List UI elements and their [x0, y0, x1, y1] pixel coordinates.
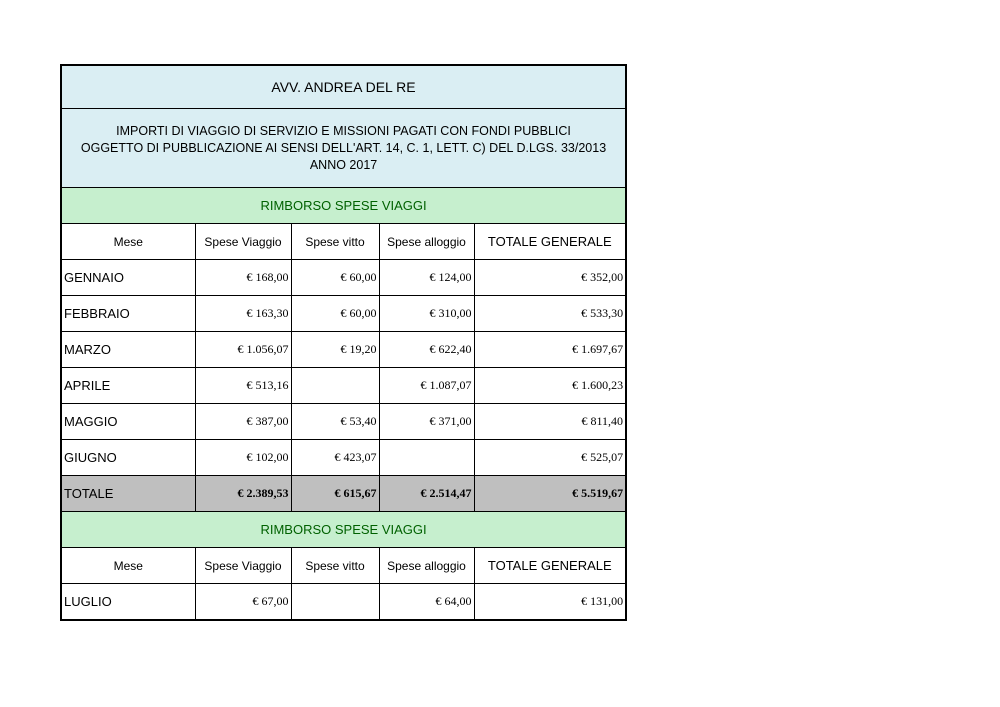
- description-line-3: ANNO 2017: [309, 157, 378, 172]
- expense-table: [60, 64, 627, 621]
- total-spese-viaggio: € 2.389,53: [195, 476, 291, 512]
- document-title: AVV. ANDREA DEL RE: [61, 65, 626, 109]
- column-header-spese-viaggio: Spese Viaggio: [195, 548, 291, 584]
- month-cell: MAGGIO: [61, 404, 195, 440]
- month-cell: APRILE: [61, 368, 195, 404]
- month-cell: FEBBRAIO: [61, 296, 195, 332]
- description-line-2: OGGETTO DI PUBBLICAZIONE AI SENSI DELL'ART. 14, C. 1, LETT. C) DEL D.LGS. 33/2013: [80, 140, 607, 155]
- month-cell: GENNAIO: [61, 260, 195, 296]
- total-totale-generale: € 5.519,67: [474, 476, 626, 512]
- column-header-row: [61, 548, 626, 584]
- totale-generale-cell: € 811,40: [474, 404, 626, 440]
- total-spese-vitto: € 615,67: [291, 476, 379, 512]
- table-row: [61, 332, 626, 368]
- column-header-totale-generale: TOTALE GENERALE: [474, 224, 626, 260]
- section-header-2: [61, 512, 626, 548]
- total-spese-alloggio: € 2.514,47: [379, 476, 474, 512]
- table-row: [61, 584, 626, 621]
- totale-generale-cell: € 1.697,67: [474, 332, 626, 368]
- title-row: [61, 65, 626, 109]
- spese-alloggio-cell: € 622,40: [379, 332, 474, 368]
- spese-vitto-cell: € 53,40: [291, 404, 379, 440]
- spese-alloggio-cell: € 1.087,07: [379, 368, 474, 404]
- spese-viaggio-cell: € 513,16: [195, 368, 291, 404]
- totale-generale-cell: € 1.600,23: [474, 368, 626, 404]
- column-header-spese-alloggio: Spese alloggio: [379, 224, 474, 260]
- column-header-spese-vitto: Spese vitto: [291, 548, 379, 584]
- spese-viaggio-cell: € 387,00: [195, 404, 291, 440]
- totale-generale-cell: € 352,00: [474, 260, 626, 296]
- column-header-spese-alloggio: Spese alloggio: [379, 548, 474, 584]
- section-label: RIMBORSO SPESE VIAGGI: [61, 188, 626, 224]
- totale-generale-cell: € 131,00: [474, 584, 626, 621]
- spese-alloggio-cell: € 371,00: [379, 404, 474, 440]
- spese-viaggio-cell: € 67,00: [195, 584, 291, 621]
- spese-alloggio-cell: € 124,00: [379, 260, 474, 296]
- column-header-mese: Mese: [61, 224, 195, 260]
- spese-viaggio-cell: € 102,00: [195, 440, 291, 476]
- table-row: [61, 440, 626, 476]
- month-cell: GIUGNO: [61, 440, 195, 476]
- month-cell: LUGLIO: [61, 584, 195, 621]
- total-row: [61, 476, 626, 512]
- spese-vitto-cell: € 423,07: [291, 440, 379, 476]
- column-header-spese-viaggio: Spese Viaggio: [195, 224, 291, 260]
- spese-vitto-cell: € 60,00: [291, 260, 379, 296]
- spese-viaggio-cell: € 168,00: [195, 260, 291, 296]
- column-header-mese: Mese: [61, 548, 195, 584]
- spese-alloggio-cell: € 64,00: [379, 584, 474, 621]
- column-header-totale-generale: TOTALE GENERALE: [474, 548, 626, 584]
- spese-vitto-cell: [291, 584, 379, 621]
- table-row: [61, 368, 626, 404]
- section-label: RIMBORSO SPESE VIAGGI: [61, 512, 626, 548]
- table-row: [61, 296, 626, 332]
- totale-generale-cell: € 525,07: [474, 440, 626, 476]
- description-row: [61, 109, 626, 188]
- spese-viaggio-cell: € 163,30: [195, 296, 291, 332]
- spese-alloggio-cell: [379, 440, 474, 476]
- column-header-row: [61, 224, 626, 260]
- column-header-spese-vitto: Spese vitto: [291, 224, 379, 260]
- month-cell: MARZO: [61, 332, 195, 368]
- description-line-1: IMPORTI DI VIAGGIO DI SERVIZIO E MISSIONI PAGATI CON FONDI PUBBLICI: [116, 123, 571, 138]
- description-cell: [61, 109, 626, 188]
- spese-vitto-cell: € 60,00: [291, 296, 379, 332]
- total-label: TOTALE: [61, 476, 195, 512]
- spese-vitto-cell: € 19,20: [291, 332, 379, 368]
- section-header-1: [61, 188, 626, 224]
- table-row: [61, 404, 626, 440]
- totale-generale-cell: € 533,30: [474, 296, 626, 332]
- table-row: [61, 260, 626, 296]
- spese-vitto-cell: [291, 368, 379, 404]
- spese-alloggio-cell: € 310,00: [379, 296, 474, 332]
- spese-viaggio-cell: € 1.056,07: [195, 332, 291, 368]
